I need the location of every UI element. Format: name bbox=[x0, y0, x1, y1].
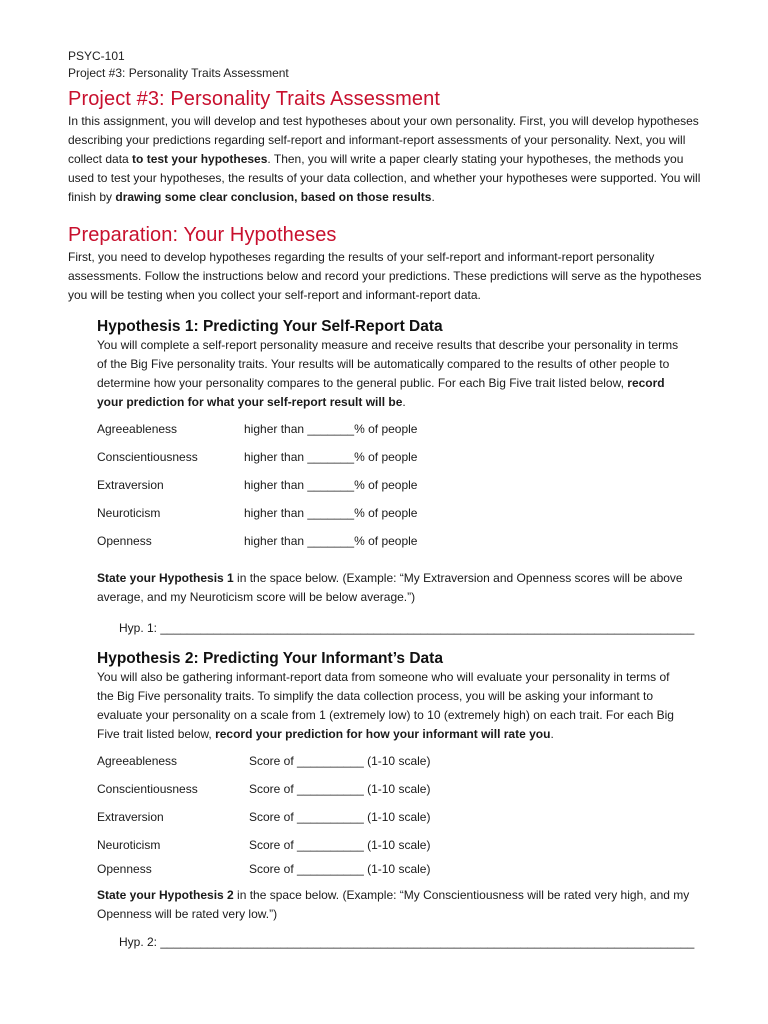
h2-trait-agreeableness: Agreeableness bbox=[97, 754, 178, 768]
h2-trait-neuroticism: Neuroticism bbox=[97, 838, 161, 852]
h1-blank-openness[interactable]: higher than _______% of people bbox=[244, 534, 418, 548]
hypothesis-2-instruction: State your Hypothesis 2 in the space below. (Example: “My Conscientiousness will be rated very high, and my Openness will be rated very low.”) bbox=[97, 888, 690, 921]
project-subtitle: Project #3: Personality Traits Assessment bbox=[68, 66, 289, 80]
h1-trait-conscientiousness: Conscientiousness bbox=[97, 450, 198, 464]
intro-paragraph: In this assignment, you will develop and test hypotheses about your own personality. First, you will develop hypotheses describing your predictions regarding self-report and informant-report assessments of your personality. Next, you will collect data to test your hypotheses. Then, you will write a paper clearly stating your hypotheses, the methods you used to test your hypotheses, the results of your data collection, and whether your hypotheses were supported. You will finish by drawing some clear conclusion, based on those results. bbox=[68, 114, 701, 204]
hypothesis-2-answer-line[interactable]: Hyp. 2: ________________________________________________________________________________ bbox=[119, 935, 695, 949]
h1-blank-agreeableness[interactable]: higher than _______% of people bbox=[244, 422, 418, 436]
h1-blank-neuroticism[interactable]: higher than _______% of people bbox=[244, 506, 418, 520]
course-code: PSYC-101 bbox=[68, 49, 125, 63]
h1-trait-neuroticism: Neuroticism bbox=[97, 506, 161, 520]
h1-trait-extraversion: Extraversion bbox=[97, 478, 164, 492]
h2-blank-neuroticism[interactable]: Score of __________ (1-10 scale) bbox=[249, 838, 431, 852]
hypothesis-1-paragraph: You will complete a self-report personality measure and receive results that describe your personality in terms of the Big Five personality traits. Your results will be automatically compared to the results of other people to determine how your personality compares to the general public. For each Big Five trait listed below, record your prediction for what your self-report result will be. bbox=[97, 338, 679, 409]
h2-blank-agreeableness[interactable]: Score of __________ (1-10 scale) bbox=[249, 754, 431, 768]
hypothesis-1-heading: Hypothesis 1: Predicting Your Self-Report Data bbox=[97, 318, 443, 335]
page-title: Project #3: Personality Traits Assessment bbox=[68, 88, 441, 110]
h1-trait-agreeableness: Agreeableness bbox=[97, 422, 178, 436]
hypothesis-2-heading: Hypothesis 2: Predicting Your Informant’s Data bbox=[97, 650, 443, 667]
h1-blank-conscientiousness[interactable]: higher than _______% of people bbox=[244, 450, 418, 464]
h1-trait-openness: Openness bbox=[97, 534, 152, 548]
h2-blank-extraversion[interactable]: Score of __________ (1-10 scale) bbox=[249, 810, 431, 824]
hypothesis-1-answer-line[interactable]: Hyp. 1: ________________________________________________________________________________ bbox=[119, 621, 695, 635]
preparation-heading: Preparation: Your Hypotheses bbox=[68, 224, 337, 246]
h2-trait-openness: Openness bbox=[97, 862, 152, 876]
preparation-paragraph: First, you need to develop hypotheses regarding the results of your self-report and informant-report personality assessments. Follow the instructions below and record your predictions. These predictions will serve as the hypotheses you will be testing when you collect your self-report and informant-report data. bbox=[68, 250, 702, 302]
h2-blank-conscientiousness[interactable]: Score of __________ (1-10 scale) bbox=[249, 782, 431, 796]
hypothesis-2-paragraph: You will also be gathering informant-report data from someone who will evaluate your personality in terms of the Big Five personality traits. To simplify the data collection process, you will be asking your informant to evaluate your personality on a scale from 1 (extremely low) to 10 (extremely high) on each trait. For each Big Five trait listed below, record your prediction for how your informant will rate you. bbox=[97, 670, 674, 741]
h2-trait-conscientiousness: Conscientiousness bbox=[97, 782, 198, 796]
hypothesis-1-instruction: State your Hypothesis 1 in the space below. (Example: “My Extraversion and Openness scores will be above average, and my Neuroticism score will be below average.”) bbox=[97, 571, 683, 604]
h2-blank-openness[interactable]: Score of __________ (1-10 scale) bbox=[249, 862, 431, 876]
h2-trait-extraversion: Extraversion bbox=[97, 810, 164, 824]
h1-blank-extraversion[interactable]: higher than _______% of people bbox=[244, 478, 418, 492]
